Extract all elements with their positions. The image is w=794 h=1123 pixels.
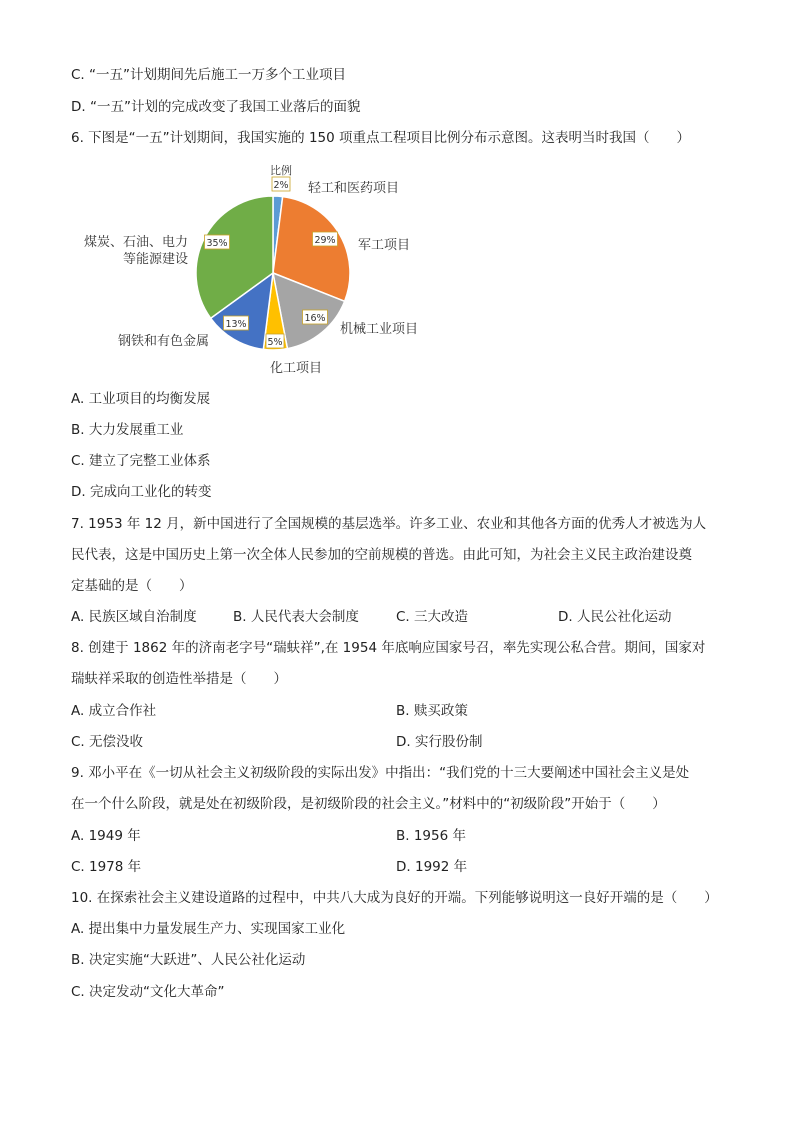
data-label: 16% (304, 313, 326, 324)
category-label: 钢铁和有色金属 (117, 334, 209, 349)
data-label: 35% (206, 238, 228, 249)
option-d-q5: D. “一五”计划的完成改变了我国工业落后的面貌 (71, 99, 361, 115)
category-label: 军工项目 (358, 238, 411, 253)
option-c-q10: C. 决定发动“文化大革命” (71, 984, 225, 1000)
question-8-stem-line1: 8. 创建于 1862 年的济南老字号“瑞蚨祥”,在 1954 年底响应国家号召，率先实现公私合营。期间，国家对 (71, 640, 706, 656)
category-label: 等能源建设 (122, 252, 188, 267)
option-b-q7: B. 人民代表大会制度 (233, 609, 359, 625)
option-a-q7: A. 民族区域自治制度 (71, 609, 197, 625)
category-label: 轻工和医药项目 (308, 181, 400, 196)
option-a-q8: A. 成立合作社 (71, 703, 157, 719)
question-8-stem-line2: 瑞蚨祥采取的创造性举措是（ ） (71, 671, 287, 687)
question-7-stem-line1: 7. 1953 年 12 月，新中国进行了全国规模的基层选举。许多工业、农业和其他各方面的优秀人才被选为人 (71, 516, 707, 532)
option-c-q7: C. 三大改造 (396, 609, 469, 625)
pie-chart (60, 158, 460, 383)
option-a-q6: A. 工业项目的均衡发展 (71, 391, 211, 407)
question-9-stem-line1: 9. 邓小平在《一切从社会主义初级阶段的实际出发》中指出：“我们党的十三大要阐述中国社会主义是处 (71, 765, 690, 781)
data-label: 29% (314, 235, 336, 246)
option-b-q9: B. 1956 年 (396, 828, 466, 844)
option-b-q8: B. 赎买政策 (396, 703, 468, 719)
option-b-q6: B. 大力发展重工业 (71, 422, 184, 438)
option-a-q10: A. 提出集中力量发展生产力、实现国家工业化 (71, 921, 346, 937)
question-10-stem: 10. 在探索社会主义建设道路的过程中，中共八大成为良好的开端。下列能够说明这一良好开端的是（ ） (71, 890, 718, 906)
question-7-stem-line3: 定基础的是（ ） (71, 578, 193, 594)
data-label: 5% (267, 337, 283, 348)
option-d-q9: D. 1992 年 (396, 859, 468, 875)
question-9-stem-line2: 在一个什么阶段，就是处在初级阶段，是初级阶段的社会主义。”材料中的“初级阶段”开始于（ ） (71, 796, 666, 812)
option-c-q5: C. “一五”计划期间先后施工一万多个工业项目 (71, 67, 346, 83)
option-c-q8: C. 无偿没收 (71, 734, 144, 750)
option-d-q8: D. 实行股份制 (396, 734, 483, 750)
data-label: 2% (273, 180, 289, 191)
data-label: 13% (225, 319, 247, 330)
option-d-q6: D. 完成向工业化的转变 (71, 484, 212, 500)
question-7-stem-line2: 民代表，这是中国历史上第一次全体人民参加的空前规模的普选。由此可知，为社会主义民主政治建设奠 (71, 547, 692, 563)
option-b-q10: B. 决定实施“大跃进”、人民公社化运动 (71, 952, 306, 968)
question-6-stem: 6. 下图是“一五”计划期间，我国实施的 150 项重点工程项目比例分布示意图。这表明当时我国（ ） (71, 130, 691, 146)
option-c-q6: C. 建立了完整工业体系 (71, 453, 211, 469)
option-d-q7: D. 人民公社化运动 (558, 609, 672, 625)
category-label: 化工项目 (269, 361, 323, 376)
chart-title: 比例 (270, 164, 292, 177)
category-label: 煤炭、石油、电力 (83, 235, 188, 250)
option-c-q9: C. 1978 年 (71, 859, 142, 875)
option-a-q9: A. 1949 年 (71, 828, 141, 844)
category-label: 机械工业项目 (340, 322, 419, 337)
